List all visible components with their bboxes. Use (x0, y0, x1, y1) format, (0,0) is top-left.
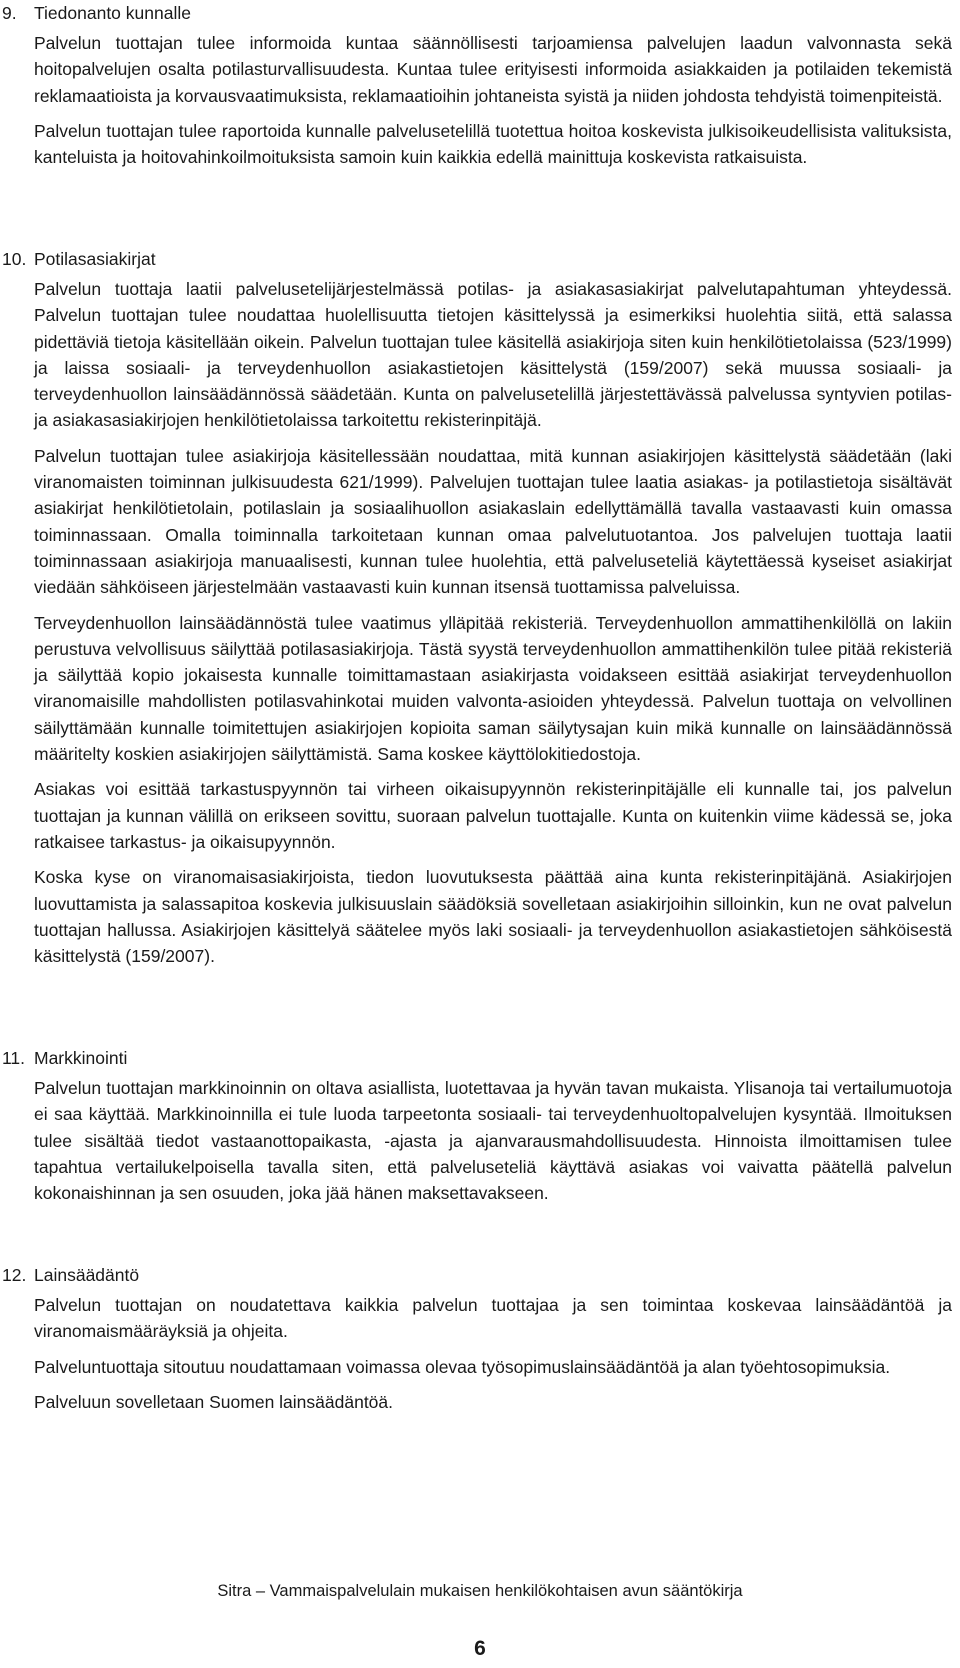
paragraph: Terveydenhuollon lainsäädännöstä tulee vaatimus ylläpitää rekisteriä. Terveydenhuollon ammattihenkilöllä on lakiin perustuva velvollisuus säilyttää potilasasiakirjoja. Tästä syystä terveydenhuollon ammattihenkilön tulee pitää rekisteriä ja säilyttää kopio jokaisesta kunnalle toimittamastaan asiakirjasta voidakseen esittää asiakirjat terveydenhuollon viranomaisille mahdollisten potilasvahinkotai muiden valvonta-asioiden yhteydessä. Palvelun tuottaja on velvollinen säilyttämään kunnalle toimitettujen asiakirjojen kopioita saman säilytysajan kuin mikä kunnalle on lainsäädännössä määritelty koskien asiakirjojen säilyttämistä. Sama koskee käyttölokitiedostoja. (34, 612, 952, 765)
section-markkinointi (0, 1045, 960, 1206)
page-footer: Sitra – Vammaispalvelulain mukaisen henkilökohtaisen avun sääntökirja (217, 1582, 743, 1600)
paragraph: Koska kyse on viranomaisasiakirjoista, tiedon luovutuksesta päättää aina kunta rekisterinpitäjänä. Asiakirjojen luovuttamista ja salassapitoa koskevia julkisuuslain säädöksiä sovelletaan asiakirjoihin silloinkin, kun ne ovat palvelun tuottajan hallussa. Asiakirjojen käsittelyä säätelee myös laki sosiaali- ja terveydenhuollon asiakastietojen sähköisestä käsittelystä (159/2007). (34, 867, 952, 967)
section-number: 10. (2, 249, 27, 269)
section-potilasasiakirjat (0, 246, 960, 969)
section-heading (0, 1045, 960, 1071)
paragraph: Palvelun tuottajan tulee raportoida kunnalle palvelusetelillä tuotettua hoitoa koskevista julkisoikeudellisista valituksista, kanteluista ja hoitovahinkoilmoituksista samoin kuin kaikkia edellä mainittuja koskevista ratkaisuista. (34, 120, 952, 168)
paragraph: Palveluun sovelletaan Suomen lainsäädäntöä. (34, 1391, 394, 1412)
paragraph: Palvelun tuottajan on noudatettava kaikkia palvelun tuottajaa ja sen toimintaa koskevaa lainsäädäntöä ja viranomaismääräyksiä ja ohjeita. (34, 1295, 952, 1342)
paragraph: Asiakas voi esittää tarkastuspyynnön tai virheen oikaisupyynnön rekisterinpitäjälle eli kunnalle tai, jos palvelun tuottajan ja kunnan välillä on erikseen sovittu, suoraan palvelun tuottajalle. Kunta on kuitenkin viime kädessä se, joka ratkaisee tarkastus- ja oikaisupyynnön. (34, 779, 952, 852)
section-title: Markkinointi (34, 1048, 128, 1068)
paragraph: Palvelun tuottajan markkinoinnin on oltava asiallista, luotettavaa ja hyvän tavan mukaista. Ylisanoja tai vertailumuotoja ei saa käyttää. Markkinoinnilla ei tule luoda tarpeetonta sosiaali- tai terveydenhuoltopalvelujen kysyntää. Ilmoituksen tulee sisältää tiedot vastaanottopaikasta, -ajasta ja ajanvarausmahdollisuudesta. Hinnoista ilmoittamisen tulee tapahtua vertailukelpoisella tavalla siten, että palveluseteliä käyttävä asiakas voi vaivatta päätellä palvelun kokonaishinnan ja sen osuuden, joka jää hänen maksettavakseen. (34, 1078, 952, 1204)
section-lainsaadanto (0, 1262, 960, 1415)
section-heading (0, 0, 960, 26)
page-number: 6 (474, 1637, 486, 1660)
section-number: 12. (2, 1265, 27, 1285)
section-tiedonanto-kunnalle (0, 0, 960, 170)
paragraph: Palveluntuottaja sitoutuu noudattamaan voimassa olevaa työsopimuslainsäädäntöä ja alan työehtosopimuksia. (34, 1356, 891, 1377)
paragraph: Palvelun tuottajan tulee asiakirjoja käsitellessään noudattaa, mitä kunnan asiakirjojen käsittelystä säädetään (laki viranomaisten toiminnan julkisuudesta 621/1999). Palvelujen tuottajan tulee laatia asiakas- ja potilastietoja sisältävät asiakirjat henkilötietolain, potilaslain ja sosiaalihuollon asiakaslain edellyttämällä tavalla vastaavasti kuin omassa toiminnassaan. Omalla toiminnalla tarkoitetaan kunnan omaa palvelutuotantoa. Jos palvelujen tuottaja laatii toiminnassaan asiakirjoja manuaalisesti, kunnan tulee huolehtia, että palveluseteliä käytettäessä kyseiset asiakirjat viedään sähköiseen järjestelmään vastaavasti kuin kunnan itsensä tuottamissa palveluissa. (34, 445, 952, 598)
section-title: Lainsäädäntö (34, 1265, 140, 1285)
paragraph: Palvelun tuottajan tulee informoida kuntaa säännöllisesti tarjoamiensa palvelujen laadun valvonnasta sekä hoitopalvelujen osalta potilasturvallisuudesta. Kuntaa tulee erityisesti informoida asiakkaiden ja potilaiden tekemistä reklamaatioista ja korvausvaatimuksista, reklamaatioihin johtaneista syistä ja niiden johdosta tehdyistä toimenpiteistä. (34, 33, 952, 106)
section-title: Potilasasiakirjat (34, 249, 156, 269)
section-number: 11. (2, 1048, 26, 1068)
paragraph: Palvelun tuottaja laatii palvelusetelijärjestelmässä potilas- ja asiakasasiakirjat palvelutapahtuman yhteydessä. Palvelun tuottajan tulee noudattaa huolellisuutta tietojen käsittelyssä ja esimerkiksi huolehtia siitä, että salassa pidettäviä tietoja käsitellään oikein. Palvelun tuottajan tulee käsitellä asiakirjoja siten kuin henkilötietolaissa (523/1999) ja laissa sosiaali- ja terveydenhuollon asiakastietojen käsittelystä (159/2007) sekä muussa sosiaali- ja terveydenhuollon lainsäädännössä säädetään. Kunta on palvelusetelillä järjestettävässä palvelussa syntyvien potilas- ja asiakasasiakirjojen henkilötietolaissa tarkoitettu rekisterinpitäjä. (34, 279, 952, 431)
section-title: Tiedonanto kunnalle (34, 3, 191, 23)
section-heading (0, 1262, 960, 1288)
section-number: 9. (2, 3, 17, 23)
section-heading (0, 246, 960, 272)
